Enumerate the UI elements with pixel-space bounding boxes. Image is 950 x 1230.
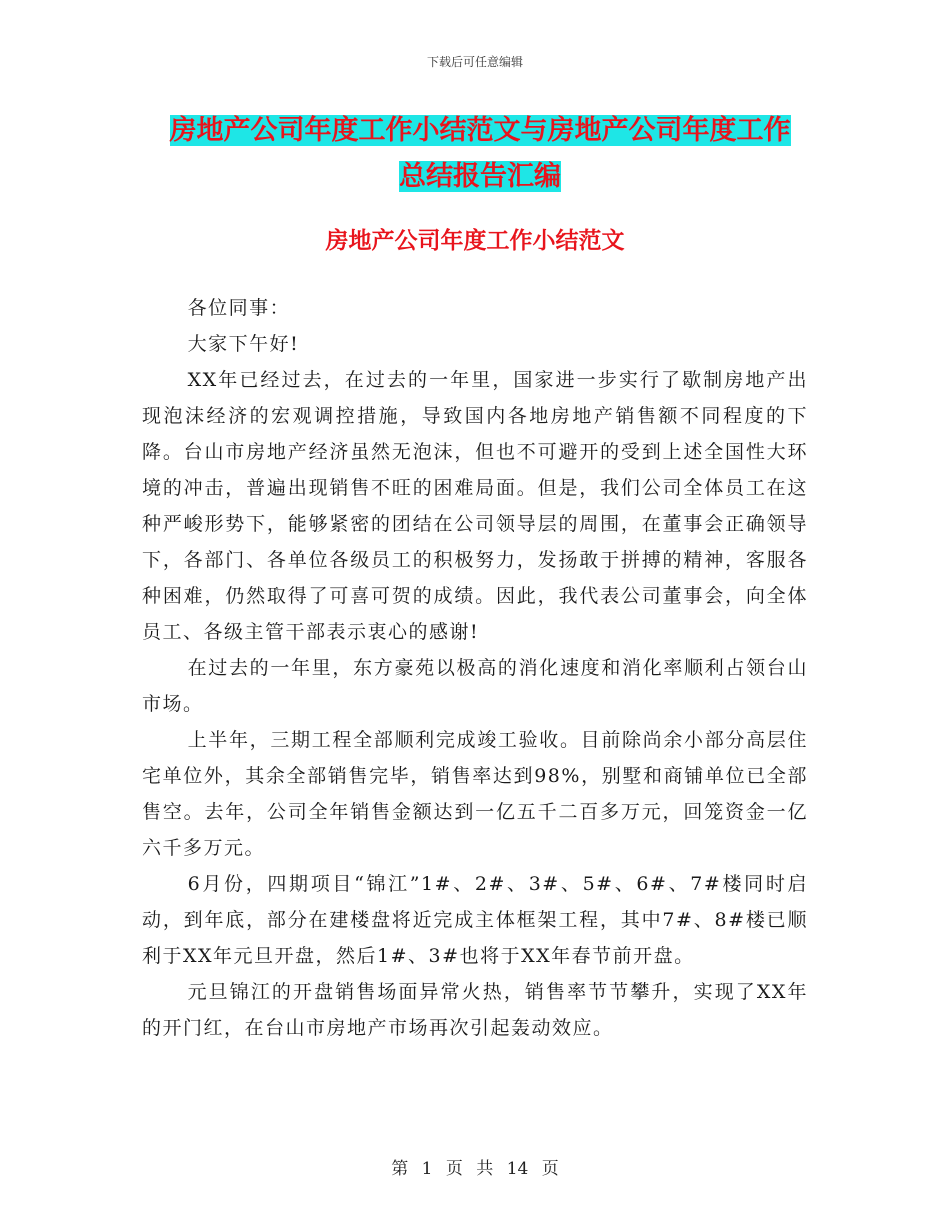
paragraph: 在过去的一年里，东方豪苑以极高的消化速度和消化率顺利占领台山市场。 — [142, 657, 808, 715]
paragraph-salutation: 大家下午好! — [187, 333, 300, 355]
paragraph: 上半年，三期工程全部顺利完成竣工验收。目前除尚余小部分高层住宅单位外，其余全部销售完毕，销售率达到98%，别墅和商铺单位已全部售空。去年，公司全年销售金额达到一亿五千二百多万元，回笼资金一亿六千多万元。 — [142, 729, 808, 859]
paragraph-greeting: 各位同事： — [187, 297, 291, 319]
document-title — [140, 108, 820, 200]
paragraph: 6月份，四期项目“锦江”1#、2#、3#、5#、6#、7#楼同时启动，到年底，部分在建楼盘将近完成主体框架工程，其中7#、8#楼已顺利于XX年元旦开盘，然后1#、3#也将于XX年春节前开盘。 — [142, 873, 808, 967]
document-body — [142, 290, 808, 1046]
page-footer: 第 1 页 共 14 页 — [391, 1159, 559, 1179]
paragraph: 元旦锦江的开盘销售场面异常火热，销售率节节攀升，实现了XX年的开门红，在台山市房地产市场再次引起轰动效应。 — [142, 981, 808, 1039]
header-note: 下载后可任意编辑 — [426, 55, 523, 69]
document-title-line-2: 总结报告汇编 — [399, 161, 561, 192]
document-title-line-1: 房地产公司年度工作小结范文与房地产公司年度工作 — [169, 115, 791, 146]
section-title: 房地产公司年度工作小结范文 — [325, 228, 625, 254]
paragraph: XX年已经过去，在过去的一年里，国家进一步实行了歇制房地产出现泡沫经济的宏观调控措施，导致国内各地房地产销售额不同程度的下降。台山市房地产经济虽然无泡沫，但也不可避开的受到上述全国性大环境的冲击，普遍出现销售不旺的困难局面。但是，我们公司全体员工在这种严峻形势下，能够紧密的团结在公司领导层的周围，在董事会正确领导下，各部门、各单位各级员工的积极努力，发扬敢于拼搏的精神，客服各种困难，仍然取得了可喜可贺的成绩。因此，我代表公司董事会，向全体员工、各级主管干部表示衷心的感谢! — [142, 369, 808, 643]
